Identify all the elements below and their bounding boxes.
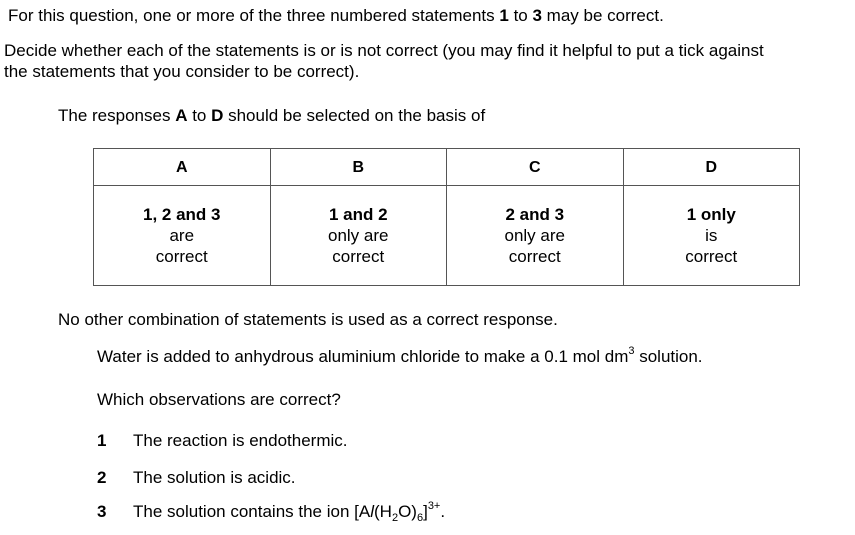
ion-charge: 3+ <box>427 500 441 512</box>
table-header-row <box>94 149 800 186</box>
cell-b-line-3: correct <box>332 247 385 266</box>
header-d: D <box>623 149 800 186</box>
cell-d <box>623 186 800 286</box>
statement-3: 3 The solution contains the ion $[Al(H_2O)_6]^{3+}$. <box>97 500 446 524</box>
statement-number: 1 <box>97 431 107 450</box>
statement-number: 2 <box>97 468 107 487</box>
response-table <box>93 148 800 286</box>
cell-c-line-1: 2 and 3 <box>505 205 565 224</box>
intro-line-3: the statements that you consider to be correct). <box>4 62 360 81</box>
header-c: C <box>447 149 624 186</box>
cell-d-line-1: 1 only <box>686 205 736 224</box>
cell-a-line-2: are <box>169 226 195 245</box>
question-prompt: Which observations are correct? <box>97 390 341 409</box>
question-stem: Water is added to anhydrous aluminium chloride to make a 0.1 mol $dm^3$ solution. <box>97 345 703 366</box>
intro-line-1: For this question, one or more of the three numbered statements 1 to 3 may be correct. <box>8 6 664 25</box>
cell-c-line-2: only are <box>504 226 565 245</box>
cell-a-line-3: correct <box>155 247 208 266</box>
cell-a-line-1: 1, 2 and 3 <box>143 205 221 224</box>
cell-a <box>94 186 271 286</box>
cell-d-line-2: is <box>705 226 718 245</box>
header-b: B <box>270 149 447 186</box>
basis-line: The responses A to D should be selected on the basis of <box>58 106 486 125</box>
statement-number: 3 <box>97 502 107 521</box>
cell-b-line-2: only are <box>328 226 389 245</box>
statement-text: The reaction is endothermic. <box>133 431 348 450</box>
unit-superscript: 3 <box>628 345 635 357</box>
no-other-note: No other combination of statements is used as a correct response. <box>58 310 558 329</box>
statement-2 <box>97 468 296 488</box>
intro-line-2: Decide whether each of the statements is or is not correct (you may find it helpful to put a tick against <box>4 41 764 60</box>
cell-d-line-3: correct <box>685 247 738 266</box>
cell-b-line-1: 1 and 2 <box>328 205 388 224</box>
statement-text: The solution is acidic. <box>133 468 296 487</box>
cell-c <box>447 186 624 286</box>
cell-b <box>270 186 447 286</box>
table-row <box>94 186 800 286</box>
cell-c-line-3: correct <box>508 247 561 266</box>
statement-1 <box>97 431 348 451</box>
header-a: A <box>94 149 271 186</box>
